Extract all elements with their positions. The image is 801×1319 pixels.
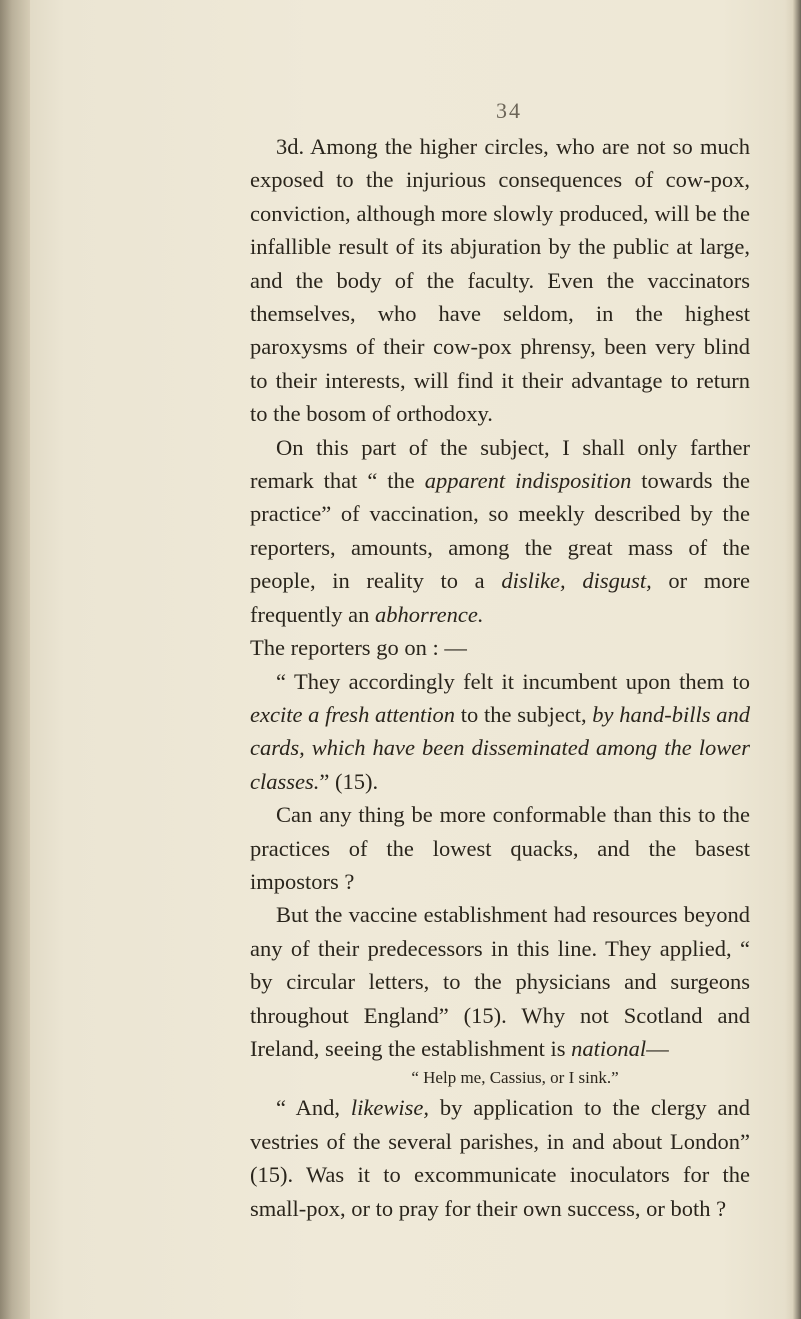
- italic-run: abhorrence.: [374, 601, 484, 627]
- paragraph-among-higher-circles: [250, 130, 750, 431]
- text-run: or more frequently an: [250, 568, 750, 627]
- text-run: ” (15).: [319, 768, 379, 794]
- page-number: 34: [496, 98, 522, 123]
- text-run: “ And,: [276, 1095, 351, 1121]
- italic-run: national: [571, 1035, 647, 1061]
- text-run: “ They accordingly felt it incumbent upon them to: [276, 668, 750, 694]
- paragraph-quacks: Can any thing be more conformable than this to the practices of the lowest quacks, and the basest impostors ?: [250, 802, 750, 894]
- quote-reporters: [250, 665, 750, 799]
- text-run: But the vaccine establishment had resources beyond any of their predecessors in this line. They applied, “ by circular letters, to the physicians and surgeons throughout England” (15). Why not Scotland and Ireland, seeing the establishment is: [250, 902, 750, 1061]
- text-run: towards the practice” of vaccination, so meekly described by the reporters, amounts, among the great mass of the people, in reality to a: [250, 468, 750, 594]
- paragraph-clergy: [250, 1091, 750, 1225]
- text-run: On this part of the subject, I shall only farther remark that “ the: [250, 434, 750, 494]
- body-text: [250, 130, 750, 1225]
- italic-run: by hand-bills and cards, which have been disseminated among the lower classes.: [250, 701, 750, 794]
- text-run: The reporters go on : —: [250, 635, 467, 661]
- paragraph-vaccine-establishment: [250, 898, 750, 1065]
- paragraph-apparent-indisposition: [250, 431, 750, 665]
- italic-run: apparent indisposition: [424, 468, 632, 494]
- italic-run: likewise,: [350, 1095, 429, 1121]
- italic-run: dislike, disgust,: [501, 568, 652, 594]
- text-run: to the subject,: [455, 701, 593, 727]
- text-run: by application to the clergy and vestries of the several parishes, in and about London” (15). Was it to excommunicate inoculators for the small-pox, or to pray for their own success, or both ?: [250, 1095, 750, 1221]
- quote-cassius: “ Help me, Cassius, or I sink.”: [411, 1068, 619, 1088]
- paragraph-text: 3d. Among the higher circles, who are not so much exposed to the injurious consequences of cow-pox, conviction, although more slowly produced, will be the infallible result of its abjuration by the public at large, and the body of the faculty. Even the vaccinators themselves, who have seldom, in the highest paroxysms of their cow-pox phrensy, been very blind to their interests, will find it their advantage to return to the bosom of orthodoxy.: [250, 134, 750, 427]
- italic-run: excite a fresh attention: [250, 701, 456, 727]
- page-edge: [793, 0, 801, 1319]
- page-gutter: [0, 0, 30, 1319]
- text-run: —: [646, 1035, 669, 1061]
